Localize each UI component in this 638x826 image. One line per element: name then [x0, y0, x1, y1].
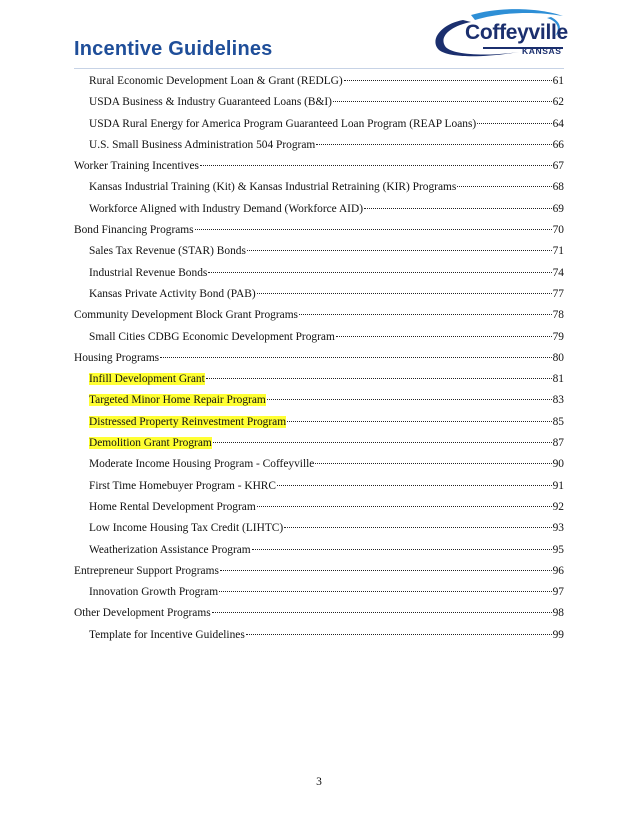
toc-entry-page: 98 [552, 607, 564, 620]
toc-entry-label: Weatherization Assistance Program [89, 543, 251, 556]
dot-leader [287, 421, 552, 422]
toc-entry-label: Infill Development Grant [89, 373, 205, 386]
toc-entry-page: 96 [552, 564, 564, 577]
toc-entry[interactable] [74, 139, 564, 160]
toc-entry-page: 85 [552, 415, 564, 428]
toc-entry-label: Entrepreneur Support Programs [74, 564, 219, 577]
toc-entry-page: 64 [552, 117, 564, 130]
dot-leader [252, 549, 552, 550]
toc-entry[interactable] [74, 352, 564, 373]
toc-entry-label: Moderate Income Housing Program - Coffeyville [89, 458, 315, 471]
dot-leader [257, 506, 552, 507]
toc-entry-label: First Time Homebuyer Program - KHRC [89, 479, 276, 492]
toc-entry-label: U.S. Small Business Administration 504 Program [89, 138, 316, 151]
toc-entry[interactable] [74, 416, 564, 437]
dot-leader [195, 229, 552, 230]
document-title: Incentive Guidelines [74, 38, 273, 60]
toc-entry[interactable] [74, 203, 564, 224]
dot-leader [315, 463, 551, 464]
toc-entry[interactable] [74, 96, 564, 117]
coffeyville-logo [423, 6, 568, 61]
toc-entry-label: Distressed Property Reinvestment Program [89, 415, 287, 428]
toc-entry-label: Demolition Grant Program [89, 437, 212, 450]
toc-entry-page: 99 [552, 628, 564, 641]
toc-entry-label: Home Rental Development Program [89, 500, 256, 513]
toc-entry-page: 90 [552, 458, 564, 471]
toc-entry[interactable] [74, 586, 564, 607]
toc-entry[interactable] [74, 607, 564, 628]
toc-entry-label: Low Income Housing Tax Credit (LIHTC) [89, 522, 284, 535]
toc-entry-label: Targeted Minor Home Repair Program [89, 394, 266, 407]
toc-entry[interactable] [74, 394, 564, 415]
toc-entry-page: 87 [552, 437, 564, 450]
toc-entry-page: 77 [552, 287, 564, 300]
toc-entry[interactable] [74, 544, 564, 565]
toc-entry[interactable] [74, 118, 564, 139]
toc-entry-page: 67 [552, 160, 564, 173]
toc-entry-label: Workforce Aligned with Industry Demand (Workforce AID) [89, 202, 363, 215]
toc-entry[interactable] [74, 75, 564, 96]
dot-leader [336, 336, 552, 337]
toc-entry-page: 83 [552, 394, 564, 407]
dot-leader [344, 80, 552, 81]
toc-entry[interactable] [74, 437, 564, 458]
toc-entry-page: 81 [552, 373, 564, 386]
logo-subtext: KANSAS [522, 46, 562, 56]
toc-entry-label: Worker Training Incentives [74, 160, 199, 173]
toc-entry[interactable] [74, 629, 564, 650]
header-divider [74, 68, 564, 69]
toc-entry-label: Template for Incentive Guidelines [89, 628, 245, 641]
dot-leader [247, 250, 552, 251]
dot-leader [219, 591, 552, 592]
dot-leader [220, 570, 552, 571]
dot-leader [206, 378, 552, 379]
toc-entry[interactable] [74, 267, 564, 288]
toc-entry-label: Kansas Private Activity Bond (PAB) [89, 287, 256, 300]
toc-entry-page: 66 [552, 138, 564, 151]
page-number: 3 [316, 776, 322, 788]
dot-leader [477, 123, 551, 124]
toc-entry[interactable] [74, 480, 564, 501]
toc-entry-page: 91 [552, 479, 564, 492]
toc-entry-page: 78 [552, 309, 564, 322]
dot-leader [267, 399, 552, 400]
toc-entry-page: 68 [552, 181, 564, 194]
toc-entry[interactable] [74, 224, 564, 245]
toc-entry-label: USDA Business & Industry Guaranteed Loans (B&I) [89, 96, 332, 109]
dot-leader [257, 293, 552, 294]
toc-entry-page: 95 [552, 543, 564, 556]
dot-leader [333, 101, 552, 102]
toc-entry[interactable] [74, 458, 564, 479]
toc-entry-label: Bond Financing Programs [74, 224, 194, 237]
toc-entry-page: 62 [552, 96, 564, 109]
dot-leader [200, 165, 552, 166]
toc-entry-page: 74 [552, 266, 564, 279]
toc-entry-page: 71 [552, 245, 564, 258]
toc-entry[interactable] [74, 331, 564, 352]
dot-leader [213, 442, 552, 443]
toc-entry-page: 69 [552, 202, 564, 215]
dot-leader [160, 357, 551, 358]
toc-entry[interactable] [74, 288, 564, 309]
toc-entry-label: USDA Rural Energy for America Program Guaranteed Loan Program (REAP Loans) [89, 117, 477, 130]
toc-entry[interactable] [74, 245, 564, 266]
toc-entry-label: Other Development Programs [74, 607, 211, 620]
toc-entry[interactable] [74, 373, 564, 394]
logo-wordmark: Coffeyville [465, 21, 568, 44]
toc-entry[interactable] [74, 309, 564, 330]
toc-entry-label: Innovation Growth Program [89, 586, 219, 599]
toc-entry-label: Small Cities CDBG Economic Development Program [89, 330, 335, 343]
dot-leader [246, 634, 552, 635]
dot-leader [364, 208, 552, 209]
toc-entry-label: Rural Economic Development Loan & Grant (REDLG) [89, 75, 343, 87]
dot-leader [277, 485, 552, 486]
table-of-contents [74, 75, 564, 650]
toc-entry[interactable] [74, 522, 564, 543]
toc-entry[interactable] [74, 181, 564, 202]
toc-entry[interactable] [74, 565, 564, 586]
toc-entry-page: 61 [552, 75, 564, 87]
dot-leader [284, 527, 551, 528]
dot-leader [299, 314, 552, 315]
dot-leader [316, 144, 551, 145]
dot-leader [208, 272, 551, 273]
toc-entry-label: Housing Programs [74, 351, 160, 364]
toc-entry-page: 79 [552, 330, 564, 343]
dot-leader [212, 612, 552, 613]
toc-entry-label: Community Development Block Grant Programs [74, 309, 298, 322]
toc-entry-label: Industrial Revenue Bonds [89, 266, 208, 279]
toc-entry[interactable] [74, 160, 564, 181]
toc-entry[interactable] [74, 501, 564, 522]
toc-entry-page: 70 [552, 224, 564, 237]
toc-entry-label: Kansas Industrial Training (Kit) & Kansas Industrial Retraining (KIR) Programs [89, 181, 457, 194]
toc-entry-label: Sales Tax Revenue (STAR) Bonds [89, 245, 246, 258]
toc-entry-page: 97 [552, 586, 564, 599]
toc-entry-page: 92 [552, 500, 564, 513]
dot-leader [457, 186, 551, 187]
toc-entry-page: 93 [552, 522, 564, 535]
toc-entry-page: 80 [552, 351, 564, 364]
